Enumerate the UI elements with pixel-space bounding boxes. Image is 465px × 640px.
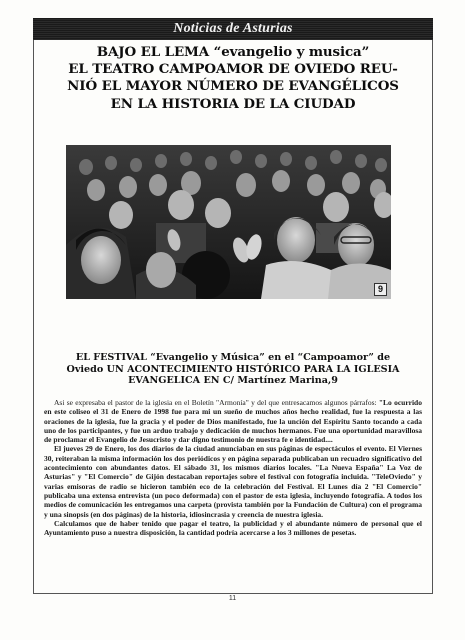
paragraph-text: Calculamos que de haber tenido que pagar el teatro, la publicidad y el abundante número de personal que el Ayuntamiento puso a nuestra disposición, la cantidad podría acercarse a los 3 millones de pesetas. [44,518,422,538]
paragraph-intro: Asi se expresaba el pastor de la iglesia en el Boletín "Armonía" y del que entresacamos algunos párrafos: [54,398,379,407]
page-frame-bottom [33,593,433,594]
headline-line: EL TEATRO CAMPOAMOR DE OVIEDO REU- [68,61,398,78]
page-number: 11 [228,595,237,602]
paragraph [44,444,422,518]
subhead-line: EVANGELICA EN C/ Martínez Marina,9 [128,375,338,387]
article-body [44,398,422,537]
paragraph [44,398,422,444]
section-banner [33,18,433,40]
headline-line: NIÓ EL MAYOR NÚMERO DE EVANGÉLICOS [67,78,399,95]
headline-line: EN LA HISTORIA DE LA CIUDAD [110,95,356,112]
article-subheading [44,352,422,387]
headline-line: BAJO EL LEMA “evangelio y musica” [96,44,370,60]
paragraph-quote: "Lo ocurrido en este coliseo el 31 de Enero de 1998 fue para mi un sueño de muchos años hecho realidad, fue la respuesta a las oraciones de la iglesia, fue la gracia y el poder de Dios manifestado, fue la unción del Espíritu Santo tocando a cada uno de los participantes, y fue un arduo trabajo y dedicación de muchos hermanos. Fue una oportunidad maravillosa de proclamar el Evangelio de Jesucristo y dar digno testimonio de nuestra fe e identidad.... [44,398,422,445]
paragraph-text: El jueves 29 de Enero, los dos diarios de la ciudad anunciaban en sus páginas de espectáculos el evento. El Viernes 30, reiteraban la misma información los dos periódicos y en página separada publicaban un recuadro significativo del acontecimiento con abundantes datos. El sábado 31, los mismos diarios locales. "La Nueva España" La Voz de Asturias" y "El Comercio" de Gijón destacaban reportajes sobre el festival con fotografía incluida. "TeleOviedo" y varias emisoras de radio se hicieron también eco de la celebración del Festival. El Lunes día 2 "El Comercio" publicaba una extensa entrevista (un poco deformada) con el pastor de esta iglesia, incluyendo fotografía. A todos los medios de comunicación les entregamos una carpeta (provista también por la Fundación de Cultura) con el programa y una sinopsis (en dos páginas) de la historia, idiosincrasia y creencia de nuestra iglesia. [44,444,422,519]
audience-photo [66,145,391,299]
article-headline [40,44,426,113]
subhead-line: EL FESTIVAL “Evangelio y Música” en el “Campoamor” de [75,352,391,363]
subhead-line: Oviedo UN ACONTECIMIENTO HISTÓRICO PARA LA IGLESIA [66,363,400,375]
photo-number-badge: 9 [374,283,387,296]
audience-photo-illustration [66,145,391,299]
section-title: Noticias de Asturias [173,21,293,36]
paragraph [44,519,422,538]
page-frame-right [432,18,433,593]
page-frame-left [33,18,34,593]
